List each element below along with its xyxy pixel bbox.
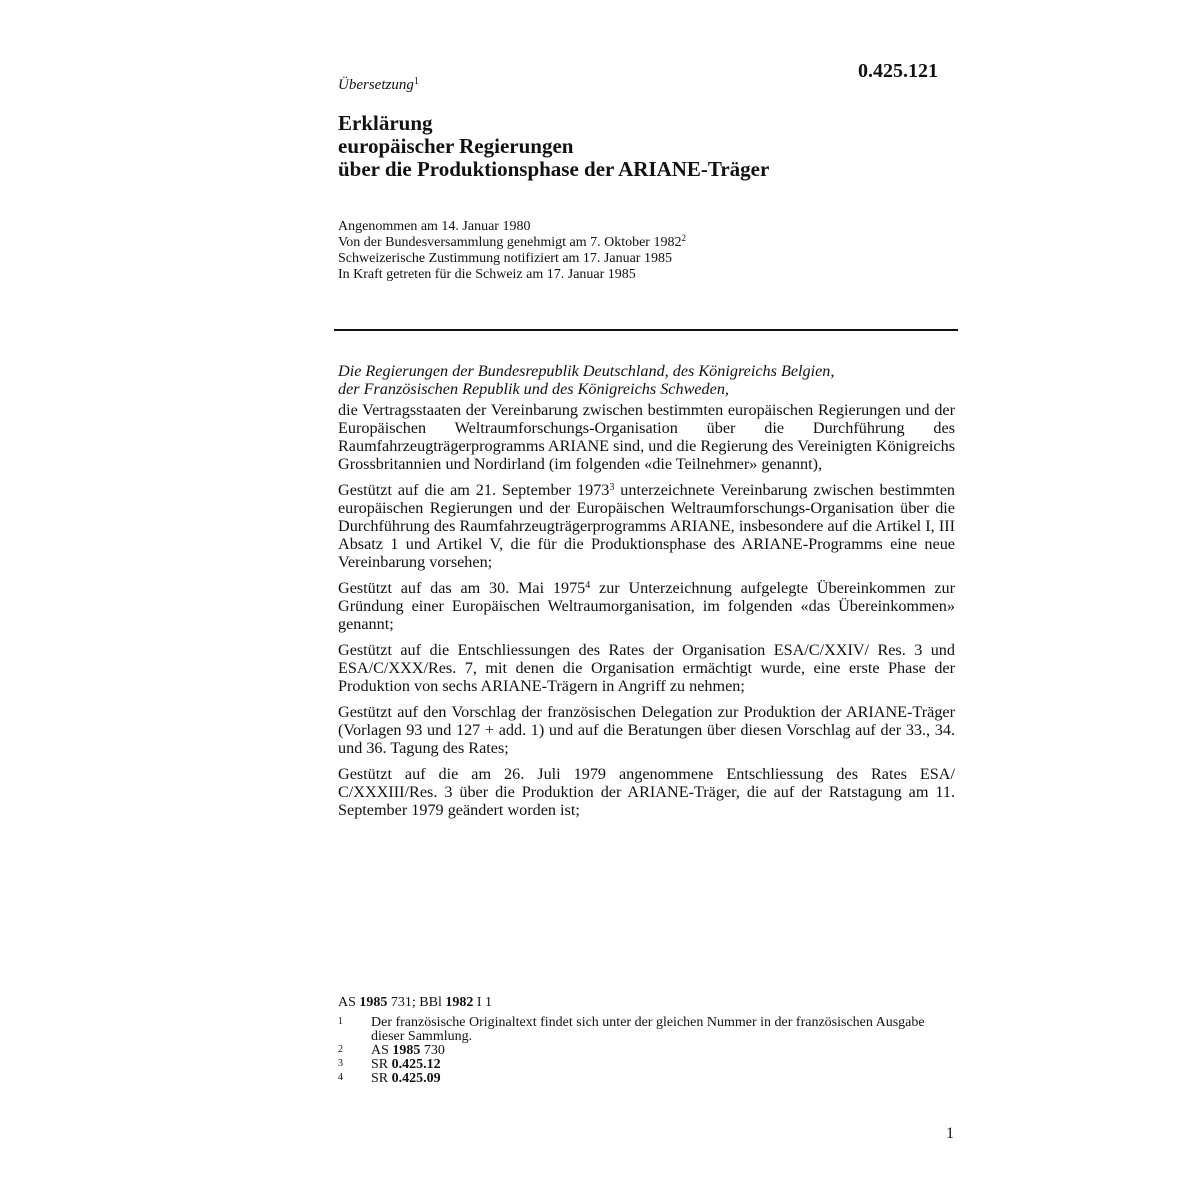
- paragraph-3: [338, 579, 955, 633]
- footnotes: [338, 1016, 958, 1086]
- footnote-4-number: 4: [338, 1072, 343, 1083]
- footnote-ref-3: 3: [609, 482, 615, 493]
- paragraph-6: Gestützt auf die am 26. Juli 1979 angenommene Entschliessung des Rates ESA/ C/XXXIII/Res. 3 über die Produktion der ARIANE-Träger, die auf der Ratstagung am 11. September 1979 geändert worden ist;: [338, 765, 955, 819]
- notified-date: Schweizerische Zustimmung notifiziert am 17. Januar 1985: [338, 251, 672, 266]
- adopted-date: Angenommen am 14. Januar 1980: [338, 219, 531, 234]
- approved-footnote-ref: 2: [681, 233, 686, 243]
- approved-date: [338, 235, 686, 251]
- paragraph-5: Gestützt auf den Vorschlag der französischen Delegation zur Produktion der ARIANE-Träger (Vorlagen 93 und 127 + add. 1) und auf die Beratungen über diesen Vorschlag auf der 33., 34. und 36. Tagung des Rates;: [338, 703, 955, 757]
- source-reference: AS 1985 731; BBl 1982 I 1: [338, 995, 493, 1010]
- paragraph-4: Gestützt auf die Entschliessungen des Rates der Organisation ESA/C/XXIV/ Res. 3 und ESA/C/XXX/Res. 7, mit denen die Organisation ermächtigt wurde, eine erste Phase der Produktion von sechs ARIANE-Trägern in Angriff zu nehmen;: [338, 641, 955, 695]
- footnote-2: 2 AS 1985 730: [338, 1043, 445, 1058]
- preamble-line-1: Die Regierungen der Bundesrepublik Deutschland, des Königreichs Belgien,: [338, 362, 835, 380]
- paragraph-3-start: Gestützt auf das am 30. Mai 1975: [338, 579, 586, 597]
- sr-number: 0.425.121: [858, 60, 938, 82]
- paragraph-2-rest: unterzeichnete Vereinbarung zwischen bestimmten europäischen Regierungen und der Europäischen Weltraumforschungs-Organisation über die Durchführung des Raumfahrzeugträgerprogramms ARIANE, insbesondere auf die Artikel I, III Absatz 1 und Artikel V, die für die Produktionsphase des ARIANE-Programms eine neue Vereinbarung vorsehen;: [338, 481, 956, 571]
- translation-footnote-ref: 1: [413, 76, 419, 87]
- preamble: [338, 362, 955, 398]
- paragraph-2: [338, 481, 955, 571]
- footnote-1-text: Der französische Originaltext findet sich unter der gleichen Nummer in der französischen Ausgabe dieser Sammlung.: [371, 1015, 925, 1044]
- document-body: [338, 362, 955, 827]
- footnote-4: 4 SR 0.425.09: [338, 1071, 441, 1086]
- footnote-ref-4: 4: [585, 580, 591, 591]
- translation-text: Übersetzung: [338, 77, 414, 93]
- paragraph-1: die Vertragsstaaten der Vereinbarung zwischen bestimmten europäischen Regierungen und der Europäischen Weltraumforschungs-Organisation über die Durchführung des Raumfahrzeugträgerprogramms ARIANE sind, und die Regierung des Vereinigten Königreichs Grossbritannien und Nordirland (im folgenden «die Teilnehmer» genannt),: [338, 401, 955, 473]
- horizontal-divider: [334, 329, 958, 331]
- as-year: 1985: [359, 995, 388, 1010]
- footnote-1: [338, 1016, 958, 1044]
- translation-label: [338, 76, 419, 94]
- in-force-date: In Kraft getreten für die Schweiz am 17. Januar 1985: [338, 267, 636, 282]
- document-title: [338, 112, 769, 181]
- footnote-3-number: 3: [338, 1058, 343, 1069]
- page-number: 1: [946, 1125, 954, 1142]
- paragraph-3-rest: zur Unterzeichnung aufgelegte Übereinkommen zur Gründung einer Europäischen Weltraumorganisation, im folgenden «das Übereinkommen» genannt;: [338, 579, 956, 633]
- document-metadata: [338, 219, 686, 283]
- title-line-1: Erklärung: [338, 111, 433, 135]
- paragraph-2-start: Gestützt auf die am 21. September 1973: [338, 481, 610, 499]
- title-line-3: über die Produktionsphase der ARIANE-Träger: [338, 157, 770, 181]
- title-line-2: europäischer Regierungen: [338, 134, 574, 158]
- footnote-2-number: 2: [338, 1044, 343, 1055]
- preamble-line-2: der Französischen Republik und des Königreichs Schweden,: [338, 380, 729, 398]
- approved-text: Von der Bundesversammlung genehmigt am 7. Oktober 1982: [338, 235, 682, 250]
- footnote-1-number: 1: [338, 1016, 343, 1027]
- bbl-year: 1982: [445, 995, 474, 1010]
- footnote-3: 3 SR 0.425.12: [338, 1057, 441, 1072]
